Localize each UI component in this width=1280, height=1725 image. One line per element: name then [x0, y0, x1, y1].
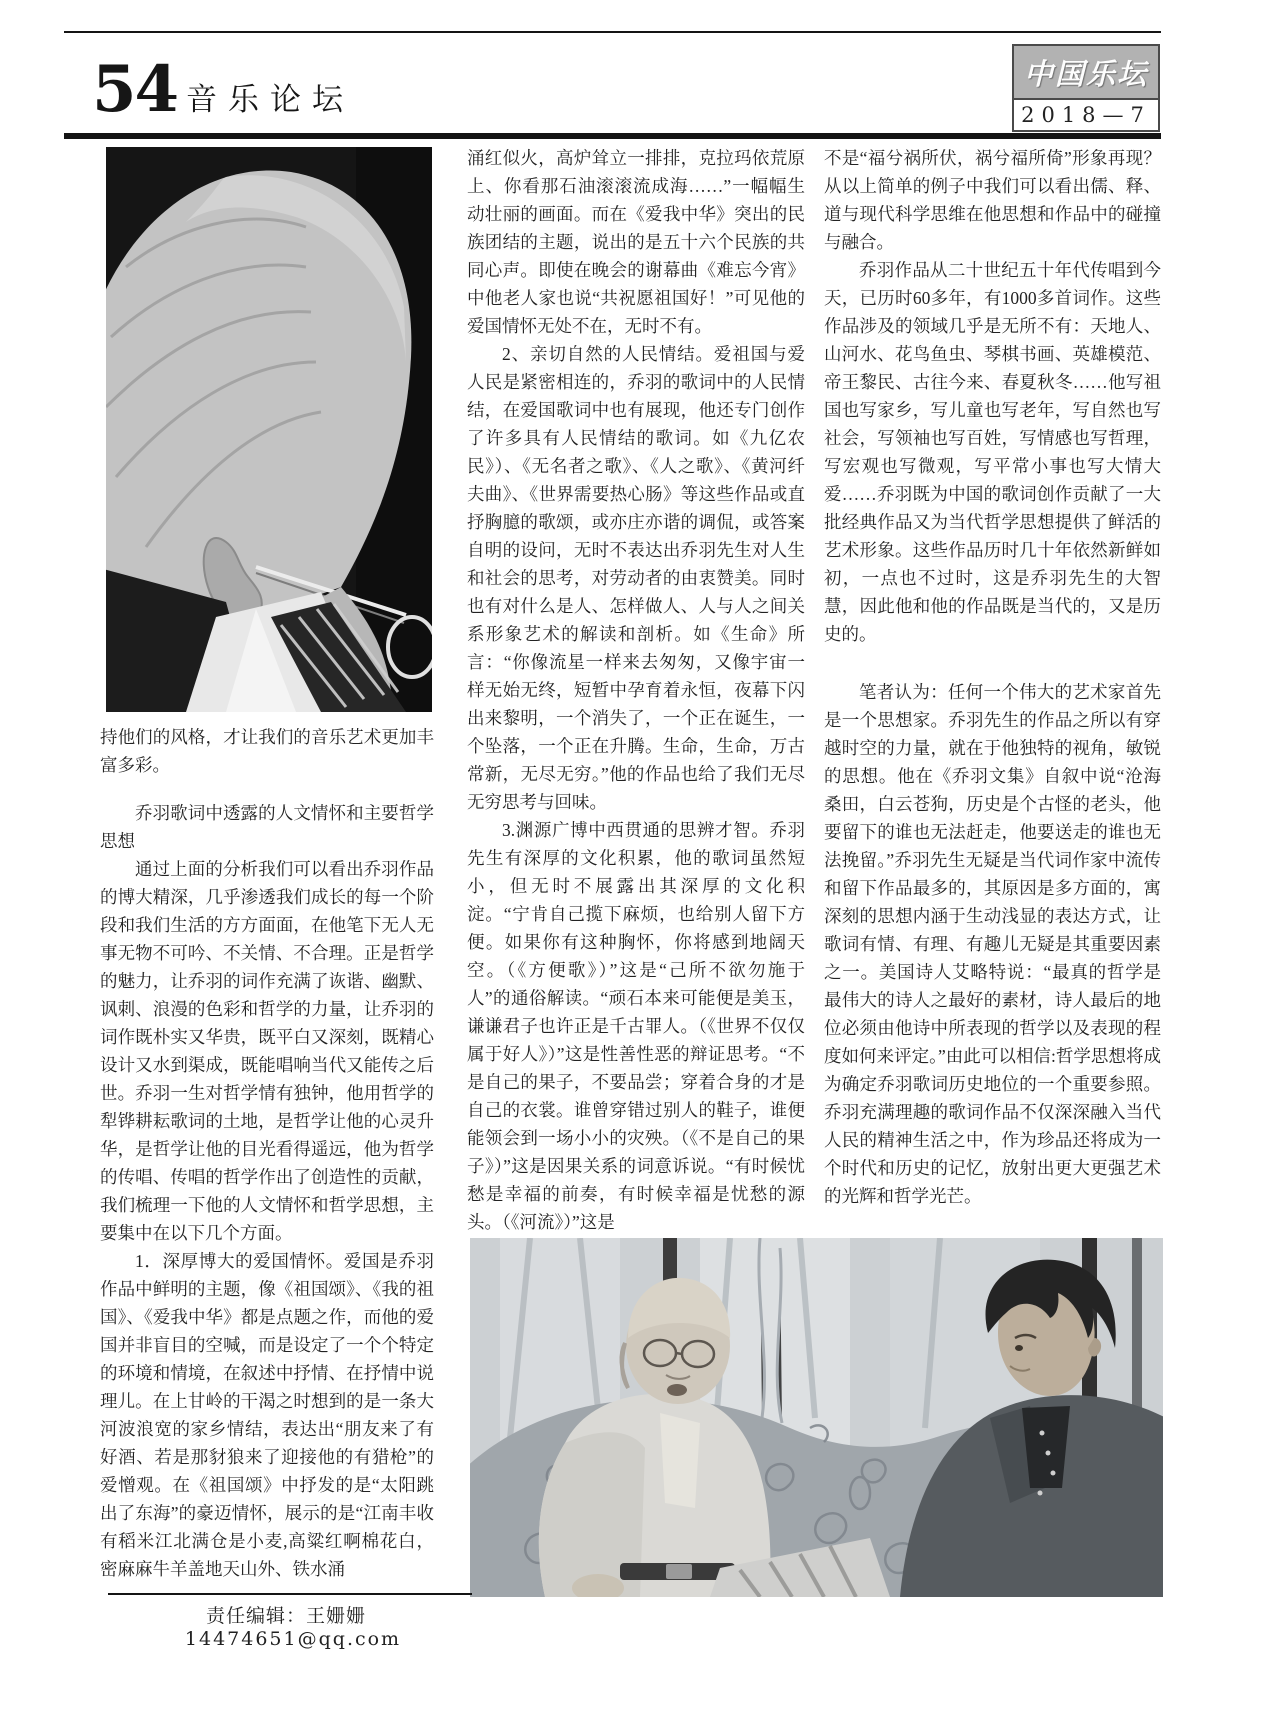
- paragraph: 1．深厚博大的爱国情怀。爱国是乔羽作品中鲜明的主题，像《祖国颂》、《我的祖国》、《爱我中华》都是点题之作，而他的爱国并非盲目的空喊，而是设定了一个个特定的环境和情境，在叙述中抒情、在抒情中说理儿。在上甘岭的干渴之时想到的是一条大河波浪宽的家乡情结，表达出“朋友来了有好酒、若是那豺狼来了迎接他的有猎枪”的爱憎观。在《祖国颂》中抒发的是“太阳跳出了东海”的豪迈情怀，展示的是“江南丰收有稻米江北满仓是小麦,高粱红啊棉花白，密麻麻牛羊盖地天山外、铁水涌: [100, 1251, 434, 1579]
- paragraph: 不是“福兮祸所伏，祸兮福所倚”形象再现？从以上简单的例子中我们可以看出儒、释、道与现代科学思维在他思想和作品中的碰撞与融合。: [824, 148, 1161, 252]
- page-number: 54: [92, 52, 178, 127]
- masthead-issue: 2018—7: [1021, 103, 1151, 127]
- belt-buckle: [666, 1564, 692, 1579]
- subhead-paragraph: 乔羽歌词中透露的人文情怀和主要哲学思想: [100, 803, 434, 851]
- portrait-photo: [106, 147, 432, 712]
- footer-editor: 责任编辑：王姗姗: [205, 1606, 366, 1627]
- footer-email: 14474651@qq.com: [184, 1628, 402, 1650]
- inner-dark-shirt: [1022, 1406, 1070, 1488]
- paragraph: 乔羽作品从二十世纪五十年代传唱到今天，已历时60多年，有1000多首词作。这些作品涉及的领域几乎是无所不有：天地人、山河水、花鸟鱼虫、琴棋书画、英雄模范、帝王黎民、古往今来、春夏秋冬……他写祖国也写家乡，写儿童也写老年，写自然也写社会，写领袖也写百姓，写情感也写哲理，写宏观也写微观，写平常小事也写大情大爱……乔羽既为中国的歌词创作贡献了一大批经典作品又为当代哲学思想提供了鲜活的艺术形象。这些作品历时几十年依然新鲜如初，一点也不过时，这是乔羽先生的大智慧，因此他和他的作品既是当代的，又是历史的。: [824, 260, 1161, 644]
- section-title: 音乐论坛: [186, 82, 354, 117]
- paragraph: 2、亲切自然的人民情结。爱祖国与爱人民是紧密相连的，乔羽的歌词中的人民情结，在爱国歌词中也有展现，他还专门创作了许多具有人民情结的歌词。如《九亿农民》）、《无名者之歌》、《人之歌》、《黄河纤夫曲》、《世界需要热心肠》等这些作品或直抒胸臆的歌颂，或亦庄亦谐的调侃，或答案自明的设问，无时不表达出乔羽先生对人生和社会的思考，对劳动者的由衷赞美。同时也有对什么是人、怎样做人、人与人之间关系形象艺术的解读和剖析。如《生命》所言：“你像流星一样来去匆匆，又像宇宙一样无始无终，短暂中孕育着永恒，夜幕下闪出来黎明，一个消失了，一个正在诞生，一个坠落，一个正在升腾。生命，生命，万古常新，无尽无穷。”他的作品也给了我们无尽无穷思考与回味。: [467, 344, 805, 812]
- interview-photo: [470, 1238, 1163, 1597]
- inner-shirt: [660, 1413, 700, 1508]
- interview-photo-illustration: [470, 1238, 1163, 1597]
- masthead-box: [1012, 44, 1160, 132]
- top-rule: [64, 31, 1161, 33]
- column-right: [824, 144, 1161, 1210]
- paragraph: 持他们的风格，才让我们的音乐艺术更加丰富多彩。: [100, 727, 434, 775]
- paragraph: 通过上面的分析我们可以看出乔羽作品的博大精深，几乎渗透我们成长的每一个阶段和我们生活的方方面面，在他笔下无人无事无物不可吟、不关情、不合理。正是哲学的魅力，让乔羽的词作充满了诙谐、幽默、讽刺、浪漫的色彩和哲学的力量，让乔羽的词作既朴实又华贵，既平白又深刻，既精心设计又水到渠成，既能唱响当代又能传之后世。乔羽一生对哲学情有独钟，他用哲学的犁铧耕耘歌词的土地，是哲学让他的心灵升华，是哲学让他的目光看得遥远，他为哲学的传唱、传唱的哲学作出了创造性的贡献，我们梳理一下他的人文情怀和哲学思想，主要集中在以下几个方面。: [100, 859, 434, 1243]
- column-middle: [467, 144, 805, 1236]
- masthead-logo: 中国乐坛: [1014, 46, 1158, 100]
- column-left: [100, 723, 434, 1583]
- paragraph: 3.渊源广博中西贯通的思辨才智。乔羽先生有深厚的文化积累，他的歌词虽然短小，但无时不展露出其深厚的文化积淀。“宁肯自己揽下麻烦，也给别人留下方便。如果你有这种胸怀，你将感到地阔天空。（《方便歌》）”这是“己所不欲勿施于人”的通俗解读。“顽石本来可能便是美玉，谦谦君子也许正是千古罪人。（《世界不仅仅属于好人》）”这是性善性恶的辩证思考。“不是自己的果子，不要品尝；穿着合身的才是自己的衣裳。谁曾穿错过别人的鞋子，谁便能领会到一场小小的灾殃。（《不是自己的果子》）”这是因果关系的词意诉说。“有时候忧愁是幸福的前奏，有时候幸福是忧愁的源头。（《河流》）”这是: [467, 820, 805, 1232]
- footer-rule: [108, 1593, 472, 1595]
- paragraph: 涌红似火，高炉耸立一排排，克拉玛依荒原上、你看那石油滚滚流成海……”一幅幅生动壮丽的画面。而在《爱我中华》突出的民族团结的主题，说出的是五十六个民族的共同心声。即使在晚会的谢幕曲《难忘今宵》中他老人家也说“共祝愿祖国好！”可见他的爱国情怀无处不在，无时不有。: [467, 148, 805, 336]
- header-thick-rule: [64, 133, 1161, 139]
- paragraph: 笔者认为：任何一个伟大的艺术家首先是一个思想家。乔羽先生的作品之所以有穿越时空的力量，就在于他独特的视角，敏锐的思想。他在《乔羽文集》自叙中说“沧海桑田，白云苍狗，历史是个古怪的老头，他要留下的谁也无法赶走，他要送走的谁也无法挽留。”乔羽先生无疑是当代词作家中流传和留下作品最多的，其原因是多方面的，寓深刻的思想内涵于生动浅显的表达方式，让歌词有情、有理、有趣儿无疑是其重要因素之一。美国诗人艾略特说：“最真的哲学是最伟大的诗人之最好的素材，诗人最后的地位必须由他诗中所表现的哲学以及表现的程度如何来评定。”由此可以相信:哲学思想将成为确定乔羽歌词历史地位的一个重要参照。乔羽充满理趣的歌词作品不仅深深融入当代人民的精神生活之中，作为珍品还将成为一个时代和历史的记忆，放射出更大更强艺术的光辉和哲学光芒。: [824, 682, 1161, 1206]
- portrait-photo-illustration: [106, 147, 432, 712]
- footer: [100, 1601, 472, 1651]
